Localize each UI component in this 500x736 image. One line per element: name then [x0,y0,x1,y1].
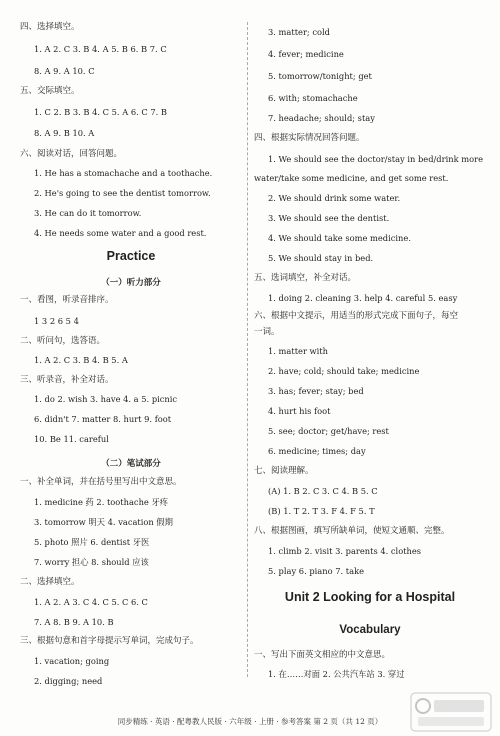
answer-row: 1. vacation; going [34,656,110,666]
section-title: 五、选词填空，补全对话。 [254,273,357,283]
section-title: 三、根据句意和首字母提示写单词，完成句子。 [20,636,199,646]
answer-row: 1. climb 2. visit 3. parents 4. clothes [268,546,422,556]
answer-row: 1. A 2. C 3. B 4. A 5. B 6. B 7. C [34,44,167,54]
section-title: 六、根据中文提示，用适当的形式完成下面句子，每空 [254,311,459,321]
answer-row: (B) 1. T 2. T 3. F 4. F 5. T [268,506,375,516]
answer-row: 4. fever; medicine [268,49,344,59]
answer-row: 8. A 9. A 10. C [34,66,95,76]
answer-row: 7. A 8. B 9. A 10. B [34,617,114,627]
answer-row: 1. matter with [268,346,328,356]
answer-row: 6. didn't 7. matter 8. hurt 9. foot [34,414,172,424]
section-title: 四、根据实际情况回答问题。 [254,133,365,143]
unit-heading: Unit 2 Looking for a Hospital [284,590,456,604]
page-footer: 同步精练 · 英语 · 配粤教人民版 · 六年级 · 上册 · 参考答案 第 2 页（共 12 页） [117,717,383,726]
answer-row: (A) 1. B 2. C 3. C 4. B 5. C [268,486,378,496]
subsection-heading: （一）听力部分 [101,278,161,288]
vocabulary-heading: Vocabulary [339,624,401,636]
answer-row: 5. photo 照片 6. dentist 牙医 [34,537,150,547]
answer-row: 1. doing 2. cleaning 3. help 4. careful 5. easy [268,293,458,303]
answer-row-continued: water/take some medicine, and get some rest. [254,173,449,183]
answer-row: 4. He needs some water and a good rest. [34,228,207,238]
section-title: 一、写出下面英文相应的中文意思。 [254,650,391,660]
answer-row: 6. with; stomachache [268,93,358,103]
section-title: 三、听录音，补全对话。 [20,375,114,385]
answer-row: 1. do 2. wish 3. have 4. a 5. picnic [34,394,178,404]
answer-row: 3. He can do it tomorrow. [34,208,142,218]
answer-row: 5. We should stay in bed. [268,253,374,263]
answer-row: 5. see; doctor; get/have; rest [268,426,389,436]
answer-row: 2. have; cold; should take; medicine [268,366,420,376]
answer-row: 1. A 2. A 3. C 4. C 5. C 6. C [34,597,148,607]
answer-row: 2. He's going to see the dentist tomorrow. [34,188,211,198]
answer-row: 3. tomorrow 明天 4. vacation 假期 [34,517,173,527]
answer-row: 3. matter; cold [268,27,330,37]
practice-heading: Practice [106,249,156,263]
subsection-heading: （二）笔试部分 [101,459,161,469]
answer-row: 5. tomorrow/tonight; get [268,71,372,81]
answer-row: 2. digging; need [34,676,103,686]
section-title: 五、交际填空。 [20,86,80,96]
section-title: 二、听问句，选答语。 [20,336,106,346]
answer-row: 4. hurt his foot [268,406,331,416]
answer-row: 10. Be 11. careful [34,434,109,444]
answer-row: 4. We should take some medicine. [268,233,411,243]
answer-row: 3. We should see the dentist. [268,213,390,223]
answer-row: 1. medicine 药 2. toothache 牙疼 [34,497,169,507]
section-title: 四、选择填空。 [20,22,80,32]
section-title: 一、补全单词，并在括号里写出中文意思。 [20,477,182,487]
answer-row: 1. A 2. C 3. B 4. B 5. A [34,355,128,365]
section-title: 二、选择填空。 [20,577,80,587]
answer-row: 5. play 6. piano 7. take [268,566,365,576]
section-title: 七、阅读理解。 [254,466,314,476]
answer-row: 1. 在……对面 2. 公共汽车站 3. 穿过 [268,669,405,679]
answer-row: 3. has; fever; stay; bed [268,386,364,396]
watermark-logo-icon [410,692,492,732]
answer-row: 8. A 9. B 10. A [34,128,95,138]
answer-row: 1 3 2 6 5 4 [34,316,79,326]
section-title: 一、看图，听录音排序。 [20,295,114,305]
section-title: 六、阅读对话，回答问题。 [20,149,123,159]
answer-row: 1. He has a stomachache and a toothache. [34,168,213,178]
answer-row: 7. worry 担心 8. should 应该 [34,557,149,567]
answer-row: 7. headache; should; stay [268,113,375,123]
answer-row: 6. medicine; times; day [268,446,366,456]
column-divider [247,22,248,677]
answer-row: 1. We should see the doctor/stay in bed/drink more [268,154,483,164]
section-title: 八、根据图画，填写所缺单词，使短文通顺、完整。 [254,526,450,536]
answer-row: 2. We should drink some water. [268,193,401,203]
section-title-continued: 一词。 [254,327,280,337]
answer-row: 1. C 2. B 3. B 4. C 5. A 6. C 7. B [34,107,168,117]
